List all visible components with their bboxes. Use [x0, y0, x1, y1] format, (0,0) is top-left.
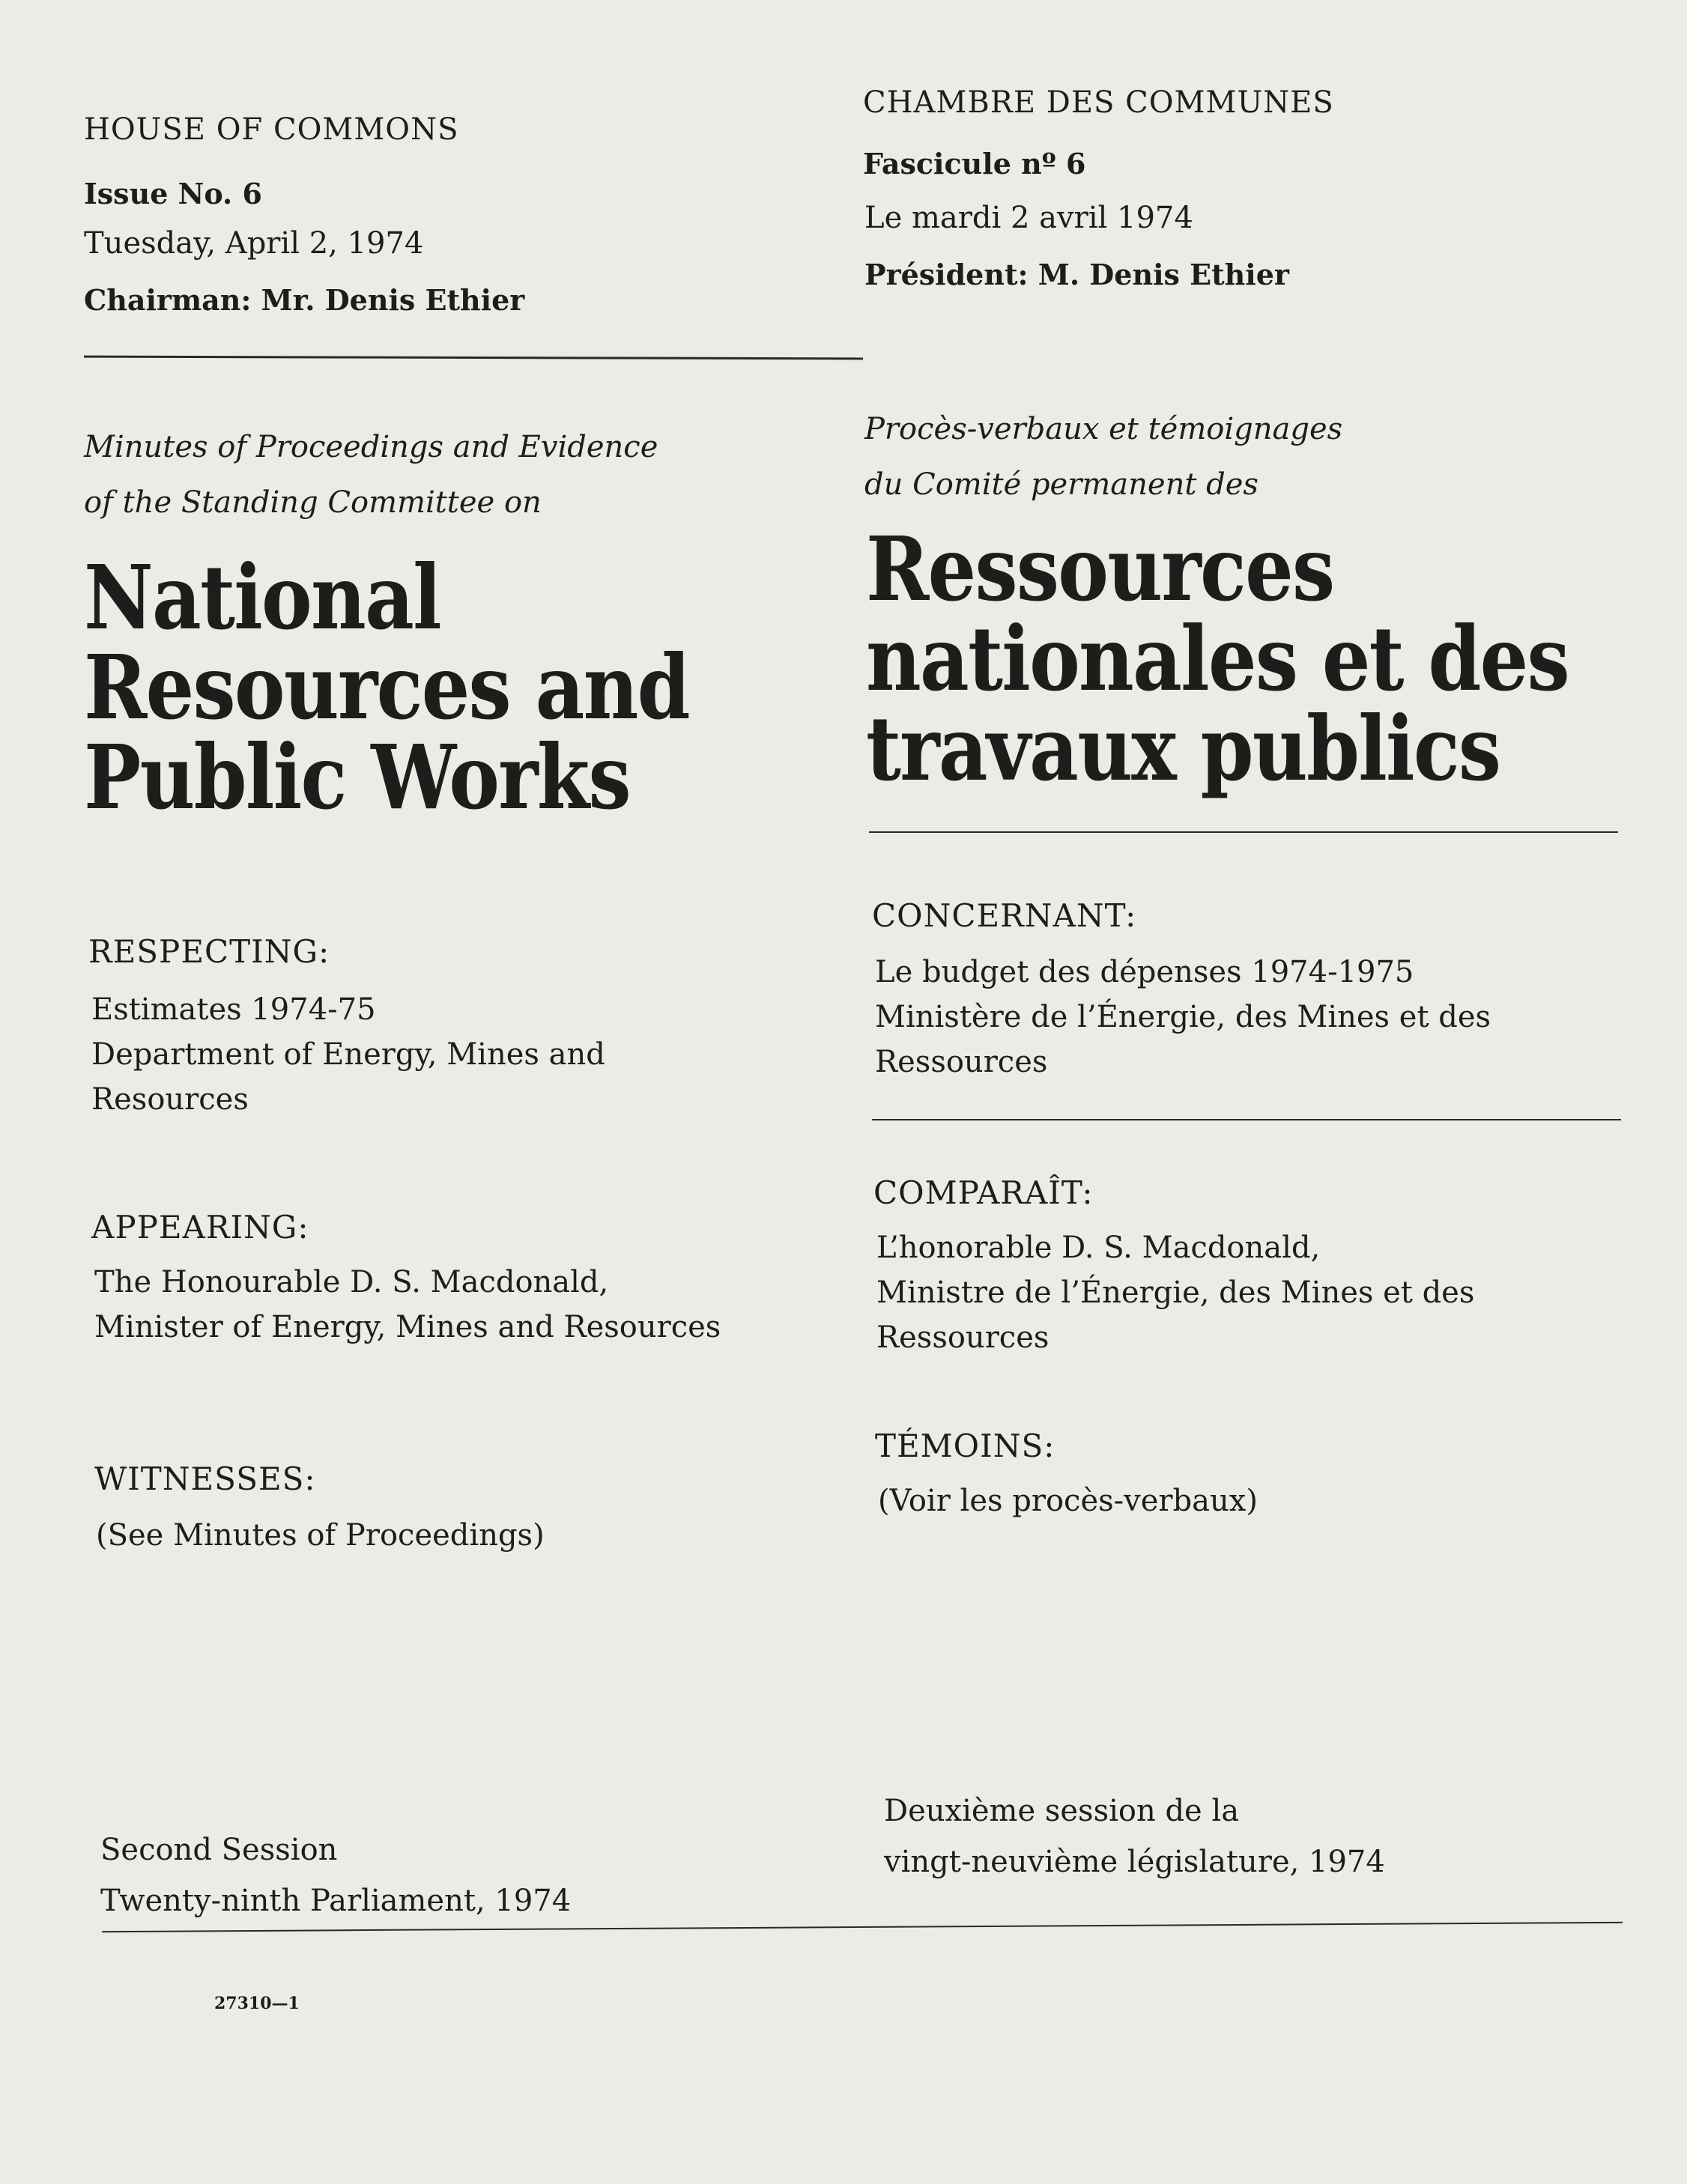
french-minutes-line-1: Procès-verbaux et témoignages: [864, 412, 1343, 446]
french-session-info: [884, 1786, 1385, 1887]
witnesses-label: WITNESSES:: [94, 1460, 316, 1497]
respecting-label: RESPECTING:: [88, 933, 330, 970]
french-minutes-heading: [864, 401, 1342, 512]
appearing-body: [94, 1260, 721, 1350]
french-issue-date: Le mardi 2 avril 1974: [864, 201, 1193, 235]
minutes-heading: [84, 419, 658, 530]
respecting-body: [91, 987, 605, 1122]
issue-number: Issue No. 6: [84, 177, 262, 210]
issue-date: Tuesday, April 2, 1974: [84, 226, 424, 261]
french-title-line-3: travaux publics: [866, 697, 1500, 801]
witnesses-text: (See Minutes of Proceedings): [96, 1518, 545, 1553]
comparait-label: COMPARAÎT:: [873, 1174, 1094, 1211]
french-title-divider: [869, 831, 1618, 833]
house-of-commons-heading: HOUSE OF COMMONS: [84, 112, 459, 147]
french-session-line-2: vingt-neuvième législature, 1974: [884, 1845, 1385, 1879]
title-line-1: National: [84, 545, 440, 649]
title-line-2: Resources and: [84, 635, 689, 739]
respecting-line-1: Estimates 1974-75: [91, 992, 376, 1027]
appearing-label: APPEARING:: [91, 1209, 309, 1246]
concernant-line-1: Le budget des dépenses 1974-1975: [875, 955, 1414, 989]
french-session-line-1: Deuxième session de la: [884, 1794, 1240, 1828]
print-number: 27310—1: [214, 1994, 300, 2013]
chambre-des-communes-heading: CHAMBRE DES COMMUNES: [863, 85, 1334, 120]
committee-title: [84, 545, 689, 829]
french-minutes-line-2: du Comité permanent des: [864, 467, 1259, 502]
fascicule-number: Fascicule nº 6: [863, 147, 1086, 181]
concernant-line-2: Ministère de l’Énergie, des Mines et des: [875, 1000, 1491, 1034]
session-line-1: Second Session: [100, 1833, 338, 1867]
french-title-line-2: nationales et des: [866, 607, 1569, 711]
appearing-line-1: The Honourable D. S. Macdonald,: [94, 1265, 609, 1299]
comparait-line-3: Ressources: [876, 1320, 1050, 1355]
comparait-line-1: L’honorable D. S. Macdonald,: [876, 1231, 1321, 1265]
appearing-line-2: Minister of Energy, Mines and Resources: [94, 1310, 721, 1344]
french-concernant-divider: [872, 1119, 1621, 1120]
minutes-line-1: Minutes of Proceedings and Evidence: [84, 430, 658, 464]
concernant-line-3: Ressources: [875, 1045, 1048, 1079]
french-title-line-1: Ressources: [866, 517, 1334, 621]
session-info: [100, 1824, 571, 1926]
president-line: Président: M. Denis Ethier: [864, 258, 1289, 291]
comparait-line-2: Ministre de l’Énergie, des Mines et des: [876, 1275, 1475, 1310]
respecting-line-3: Resources: [91, 1082, 249, 1117]
concernant-body: [875, 950, 1491, 1085]
minutes-line-2: of the Standing Committee on: [84, 485, 542, 520]
respecting-line-2: Department of Energy, Mines and: [91, 1037, 605, 1072]
concernant-label: CONCERNANT:: [872, 897, 1137, 934]
session-line-2: Twenty-ninth Parliament, 1974: [100, 1884, 572, 1918]
comparait-body: [876, 1225, 1474, 1360]
header-divider: [84, 356, 863, 360]
chairman-line: Chairman: Mr. Denis Ethier: [84, 283, 525, 317]
temoins-label: TÉMOINS:: [875, 1428, 1055, 1464]
temoins-text: (Voir les procès-verbaux): [878, 1484, 1258, 1518]
title-line-3: Public Works: [84, 725, 630, 829]
french-committee-title: [866, 517, 1569, 801]
